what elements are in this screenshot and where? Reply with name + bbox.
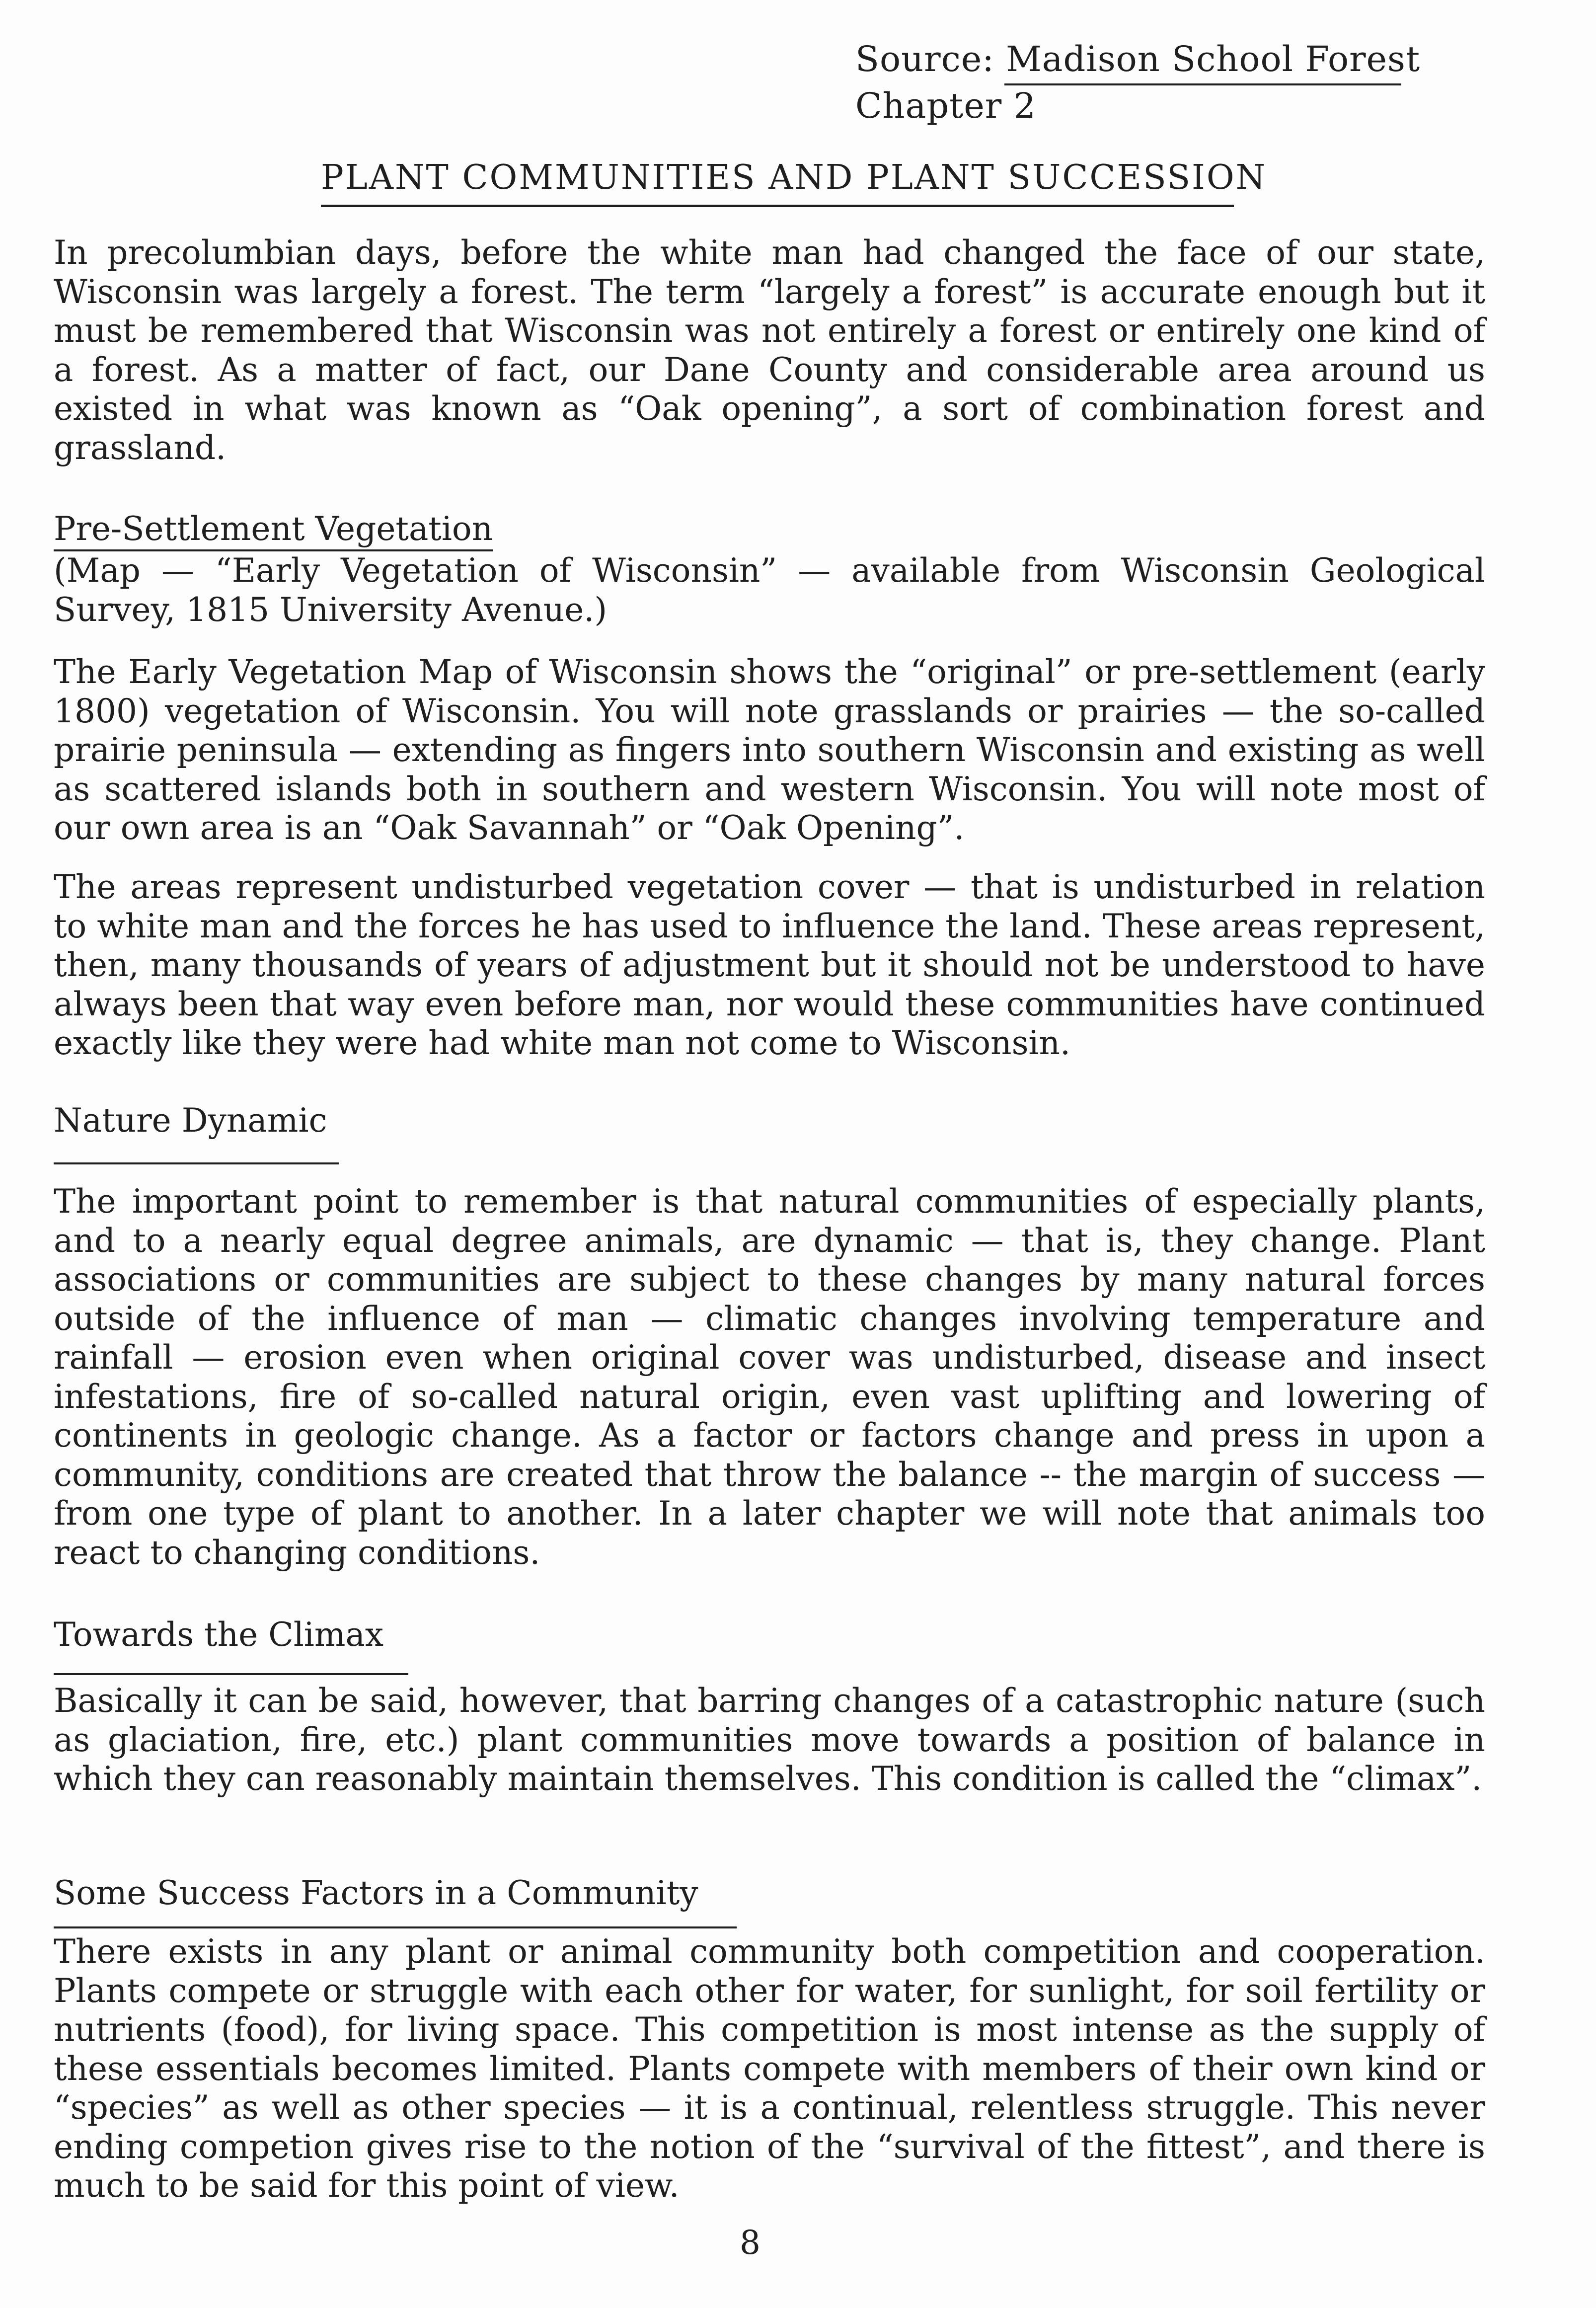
- page-number: 8: [740, 2224, 760, 2262]
- heading-rule: [54, 1926, 737, 1928]
- source-line: Source: Madison School Forest: [855, 39, 1421, 79]
- source-note: [855, 36, 1420, 129]
- heading-rule: [54, 1162, 339, 1164]
- heading-pre-settlement: Pre-Settlement Vegetation: [54, 509, 493, 551]
- pre-settlement-paragraph-2: The areas represent undisturbed vegetation cover — that is undisturbed in relation to white man and the forces he has used to influence the land. These areas represent, then, many thousands of years of adjustment but it should not be understood to have always been that way even before man, nor would these communities have continued exactly like they were had white man not come to Wisconsin.: [54, 868, 1485, 1062]
- heading-towards-climax: Towards the Climax: [54, 1616, 384, 1654]
- page-title: PLANT COMMUNITIES AND PLANT SUCCESSION: [321, 155, 1234, 207]
- map-note: (Map — “Early Vegetation of Wisconsin” — available from Wisconsin Geological Survey, 1815 University Avenue.): [54, 551, 1485, 629]
- chapter-underline: [1004, 83, 1401, 85]
- success-factors-paragraph: There exists in any plant or animal community both competition and cooperation. Plants compete or struggle with each other for water, for sunlight, for soil fertility or nutrients (food), for living space. This competition is most intense as the supply of these essentials becomes limited. Plants compete with members of their own kind or “species” as well as other species — it is a continual, relentless struggle. This never ending competion gives rise to the notion of the “survival of the fittest”, and there is much to be said for this point of view.: [54, 1932, 1485, 2205]
- heading-rule: [54, 1673, 408, 1675]
- towards-climax-paragraph: Basically it can be said, however, that barring changes of a catastrophic nature (such as glaciation, fire, etc.) plant communities move towards a position of balance in which they can reasonably maintain themselves. This condition is called the “climax”.: [54, 1682, 1485, 1798]
- nature-dynamic-paragraph: The important point to remember is that natural communities of especially plants, and to a nearly equal degree animals, are dynamic — that is, they change. Plant associations or communities are subject to these changes by many natural forces outside of the influence of man — climatic changes involving temperature and rainfall — erosion even when original cover was undisturbed, disease and insect infestations, fire of so-called natural origin, even vast uplifting and lowering of continents in geologic change. As a factor or factors change and press in upon a community, conditions are created that throw the balance -- the margin of success — from one type of plant to another. In a later chapter we will note that animals too react to changing conditions.: [54, 1182, 1485, 1572]
- heading-success-factors: Some Success Factors in a Community: [54, 1874, 698, 1912]
- pre-settlement-paragraph-1: The Early Vegetation Map of Wisconsin shows the “original” or pre-settlement (early 1800) vegetation of Wisconsin. You will note grasslands or prairies — the so-called prairie peninsula — extending as fingers into southern Wisconsin and existing as well as scattered islands both in southern and western Wisconsin. You will note most of our own area is an “Oak Savannah” or “Oak Opening”.: [54, 653, 1485, 847]
- chapter-line: Chapter 2: [855, 85, 1036, 126]
- heading-nature-dynamic: Nature Dynamic: [54, 1101, 327, 1140]
- intro-paragraph: In precolumbian days, before the white man had changed the face of our state, Wisconsin was largely a forest. The term “largely a forest” is accurate enough but it must be remembered that Wisconsin was not entirely a forest or entirely one kind of a forest. As a matter of fact, our Dane County and considerable area around us existed in what was known as “Oak opening”, a sort of combination forest and grassland.: [54, 233, 1485, 467]
